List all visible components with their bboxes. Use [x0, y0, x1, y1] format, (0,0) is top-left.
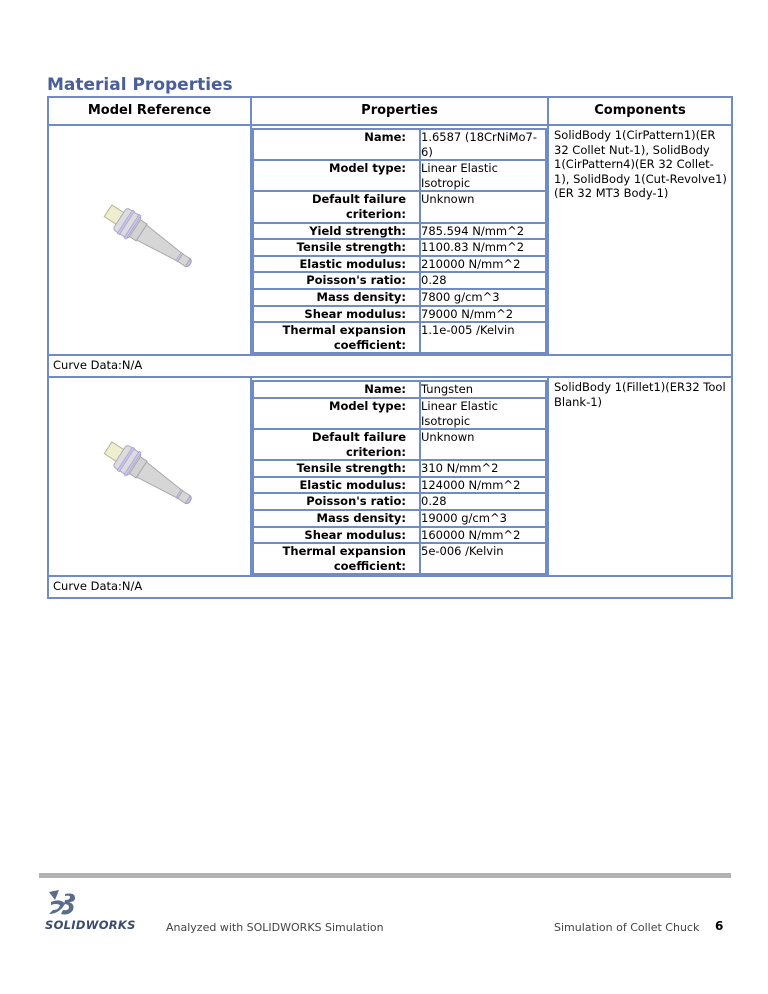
logo-wordmark: SOLIDWORKS: [45, 918, 136, 932]
property-key: Tensile strength:: [253, 460, 420, 477]
model-thumbnail: [85, 425, 215, 525]
components-cell: SolidBody 1(CirPattern1)(ER 32 Collet Nut-1), SolidBody 1(CirPattern4)(ER 32 Collet-1), SolidBody 1(Cut-Revolve1)(ER 32 MT3 Body-1): [548, 125, 732, 355]
property-key: Model type:: [253, 160, 420, 191]
property-value: Tungsten: [420, 381, 546, 398]
page-number: 6: [715, 919, 724, 933]
property-row: [253, 129, 546, 160]
property-row: [253, 289, 546, 306]
property-value: 1100.83 N/mm^2: [420, 239, 546, 256]
property-key: Default failure criterion:: [253, 191, 420, 222]
property-value: Unknown: [420, 191, 546, 222]
property-row: [253, 223, 546, 240]
model-reference-cell: [48, 377, 251, 576]
property-key: Shear modulus:: [253, 527, 420, 544]
property-value: 7800 g/cm^3: [420, 289, 546, 306]
property-value: 210000 N/mm^2: [420, 256, 546, 273]
property-key: Thermal expansion coefficient:: [253, 322, 420, 353]
property-row: [253, 477, 546, 494]
curve-data-row: [48, 355, 732, 377]
property-value: Unknown: [420, 429, 546, 460]
property-value: 5e-006 /Kelvin: [420, 543, 546, 574]
header-components: Components: [548, 97, 732, 125]
footer-divider: [39, 873, 731, 878]
property-row: [253, 429, 546, 460]
section-title: Material Properties: [47, 75, 233, 95]
property-row: [253, 256, 546, 273]
property-key: Name:: [253, 129, 420, 160]
model-thumbnail: [85, 188, 215, 288]
property-key: Elastic modulus:: [253, 256, 420, 273]
property-row: [253, 272, 546, 289]
property-key: Thermal expansion coefficient:: [253, 543, 420, 574]
property-key: Shear modulus:: [253, 306, 420, 323]
property-key: Poisson's ratio:: [253, 272, 420, 289]
property-key: Name:: [253, 381, 420, 398]
property-key: Mass density:: [253, 289, 420, 306]
property-value: 160000 N/mm^2: [420, 527, 546, 544]
property-key: Tensile strength:: [253, 239, 420, 256]
property-value: 0.28: [420, 272, 546, 289]
curve-data: Curve Data:N/A: [48, 355, 732, 377]
property-row: [253, 160, 546, 191]
properties-list: [252, 128, 547, 354]
property-row: [253, 191, 546, 222]
property-row: [253, 398, 546, 429]
properties-cell: [251, 125, 548, 355]
property-row: [253, 527, 546, 544]
property-value: 124000 N/mm^2: [420, 477, 546, 494]
property-value: Linear Elastic Isotropic: [420, 398, 546, 429]
ds-logo-icon: [45, 888, 79, 918]
property-value: 310 N/mm^2: [420, 460, 546, 477]
property-row: [253, 543, 546, 574]
property-row: [253, 322, 546, 353]
properties-cell: [251, 377, 548, 576]
property-value: 79000 N/mm^2: [420, 306, 546, 323]
property-key: Model type:: [253, 398, 420, 429]
header-properties: Properties: [251, 97, 548, 125]
property-row: [253, 493, 546, 510]
property-row: [253, 510, 546, 527]
footer-analyzed-with: Analyzed with SOLIDWORKS Simulation: [166, 921, 384, 934]
property-row: [253, 381, 546, 398]
property-key: Default failure criterion:: [253, 429, 420, 460]
table-header-row: [48, 97, 732, 125]
footer-document-title: Simulation of Collet Chuck: [554, 921, 700, 934]
property-value: 785.594 N/mm^2: [420, 223, 546, 240]
property-key: Mass density:: [253, 510, 420, 527]
header-model-reference: Model Reference: [48, 97, 251, 125]
properties-list: [252, 380, 547, 575]
property-key: Poisson's ratio:: [253, 493, 420, 510]
property-row: [253, 239, 546, 256]
property-value: 1.6587 (18CrNiMo7-6): [420, 129, 546, 160]
property-row: [253, 460, 546, 477]
property-value: 0.28: [420, 493, 546, 510]
material-row: [48, 125, 732, 355]
property-key: Yield strength:: [253, 223, 420, 240]
components-cell: SolidBody 1(Fillet1)(ER32 Tool Blank-1): [548, 377, 732, 576]
solidworks-logo: [45, 888, 150, 933]
material-row: [48, 377, 732, 576]
property-value: 1.1e-005 /Kelvin: [420, 322, 546, 353]
model-reference-cell: [48, 125, 251, 355]
material-properties-table: [47, 96, 733, 599]
curve-data-row: [48, 576, 732, 598]
curve-data: Curve Data:N/A: [48, 576, 732, 598]
property-value: 19000 g/cm^3: [420, 510, 546, 527]
property-key: Elastic modulus:: [253, 477, 420, 494]
property-value: Linear Elastic Isotropic: [420, 160, 546, 191]
property-row: [253, 306, 546, 323]
